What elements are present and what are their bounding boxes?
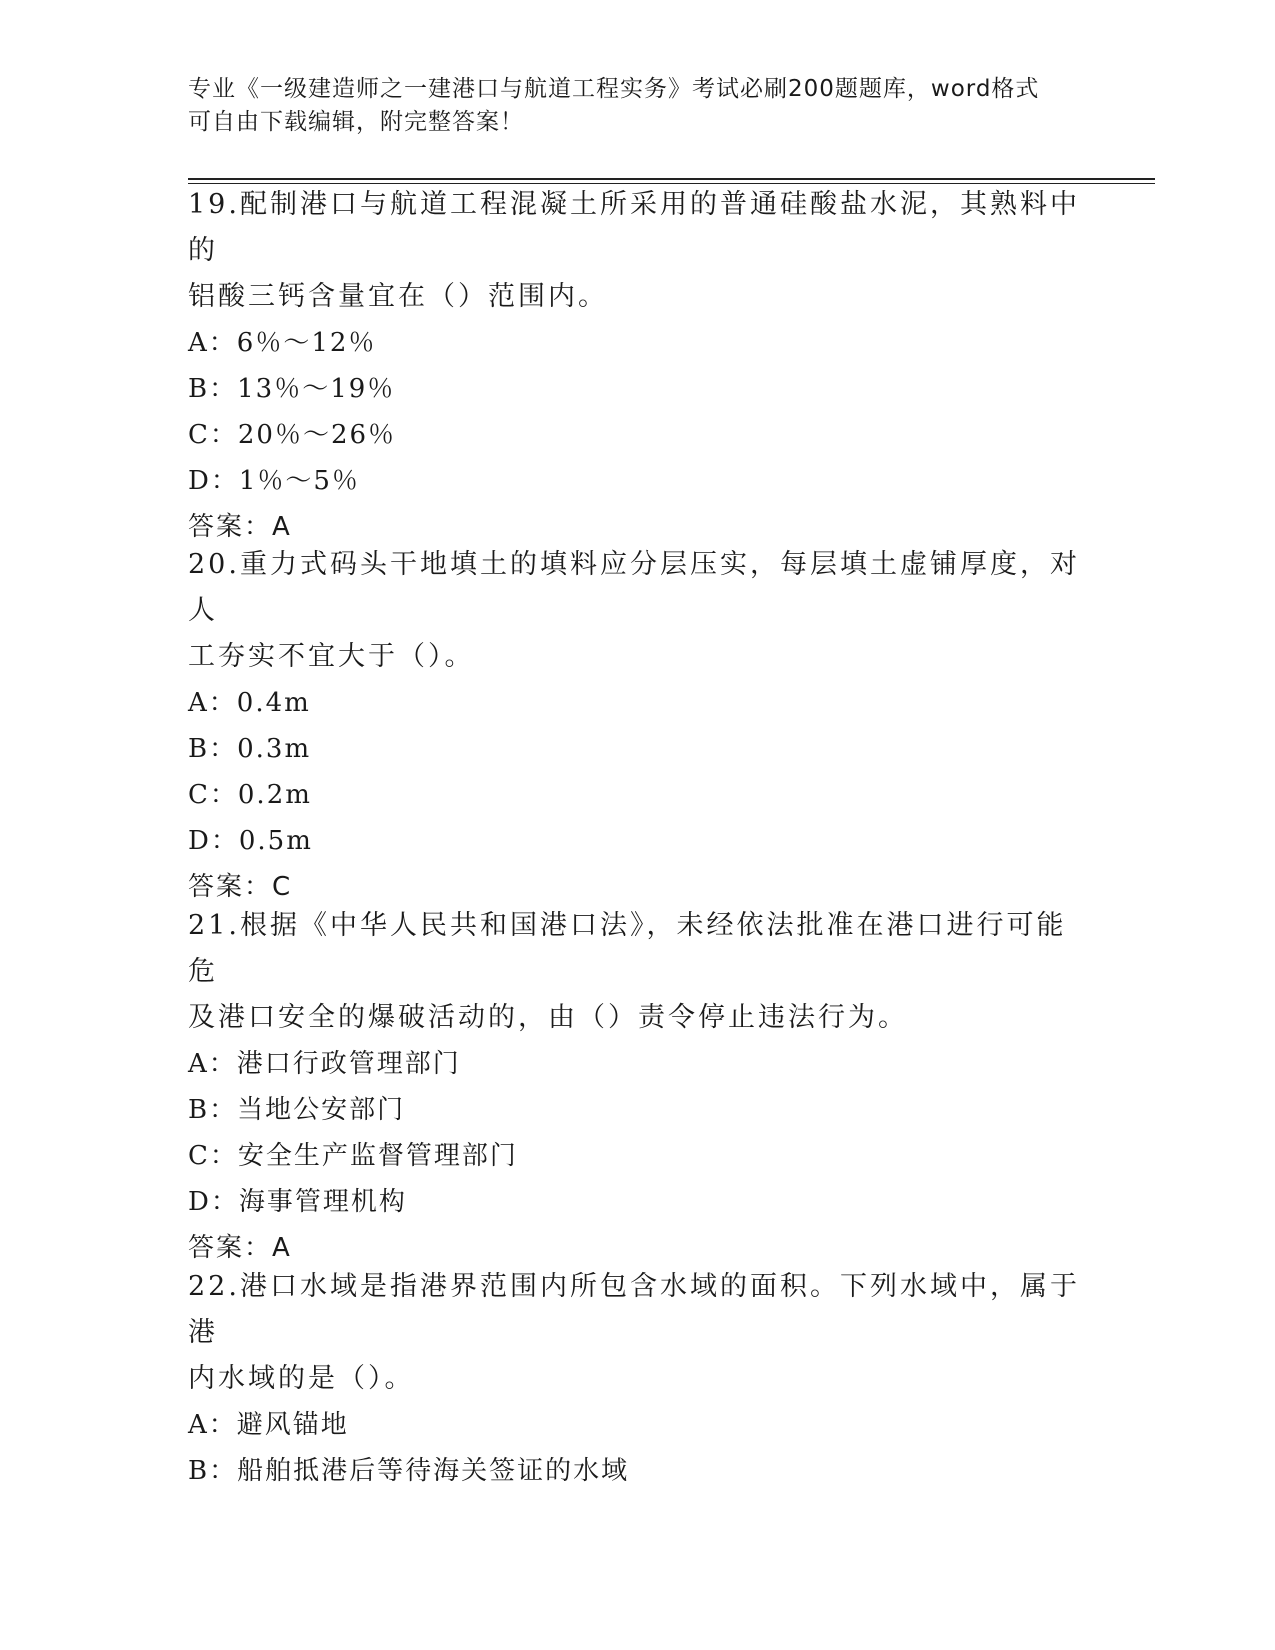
option-c: C：0.2m bbox=[188, 780, 312, 810]
option-b: B：当地公安部门 bbox=[188, 1095, 406, 1125]
question-22 bbox=[188, 1264, 1088, 1494]
option-d: D：1％～5％ bbox=[188, 466, 360, 496]
option-a: A：0.4m bbox=[188, 688, 311, 718]
question-19 bbox=[188, 182, 1088, 550]
answer-line: 答案：A bbox=[188, 512, 292, 542]
question-stem-line: 21.根据《中华人民共和国港口法》，未经依法批准在港口进行可能危 bbox=[188, 910, 1067, 987]
option-b: B：船舶抵港后等待海关签证的水域 bbox=[188, 1456, 630, 1486]
option-a: A：港口行政管理部门 bbox=[188, 1049, 461, 1079]
option-a: A：6％～12％ bbox=[188, 328, 377, 358]
option-b: B：13％～19％ bbox=[188, 374, 396, 404]
option-a: A：避风锚地 bbox=[188, 1410, 349, 1440]
question-stem-line: 铝酸三钙含量宜在（）范围内。 bbox=[188, 281, 608, 312]
question-20 bbox=[188, 542, 1088, 910]
question-stem-line: 工夯实不宜大于（）。 bbox=[188, 641, 475, 672]
question-stem-line: 19.配制港口与航道工程混凝土所采用的普通硅酸盐水泥，其熟料中的 bbox=[188, 189, 1080, 266]
header-line-2: 可自由下载编辑，附完整答案！ bbox=[188, 109, 524, 135]
header-line-1: 专业《一级建造师之一建港口与航道工程实务》考试必刷200题题库，word格式 bbox=[188, 76, 1040, 102]
question-21 bbox=[188, 903, 1088, 1271]
document-header bbox=[188, 73, 1068, 139]
option-d: D：海事管理机构 bbox=[188, 1187, 407, 1217]
option-c: C：20％～26％ bbox=[188, 420, 397, 450]
option-b: B：0.3m bbox=[188, 734, 312, 764]
answer-line: 答案：A bbox=[188, 1233, 292, 1263]
option-d: D：0.5m bbox=[188, 826, 313, 856]
question-stem-line: 20.重力式码头干地填土的填料应分层压实，每层填土虚铺厚度，对人 bbox=[188, 549, 1080, 626]
header-divider-thick bbox=[188, 178, 1155, 180]
question-stem-line: 及港口安全的爆破活动的，由（）责令停止违法行为。 bbox=[188, 1002, 908, 1033]
question-stem-line: 内水域的是（）。 bbox=[188, 1363, 415, 1394]
answer-line: 答案：C bbox=[188, 872, 293, 902]
question-stem-line: 22.港口水域是指港界范围内所包含水域的面积。下列水域中，属于港 bbox=[188, 1271, 1080, 1348]
option-c: C：安全生产监督管理部门 bbox=[188, 1141, 518, 1171]
